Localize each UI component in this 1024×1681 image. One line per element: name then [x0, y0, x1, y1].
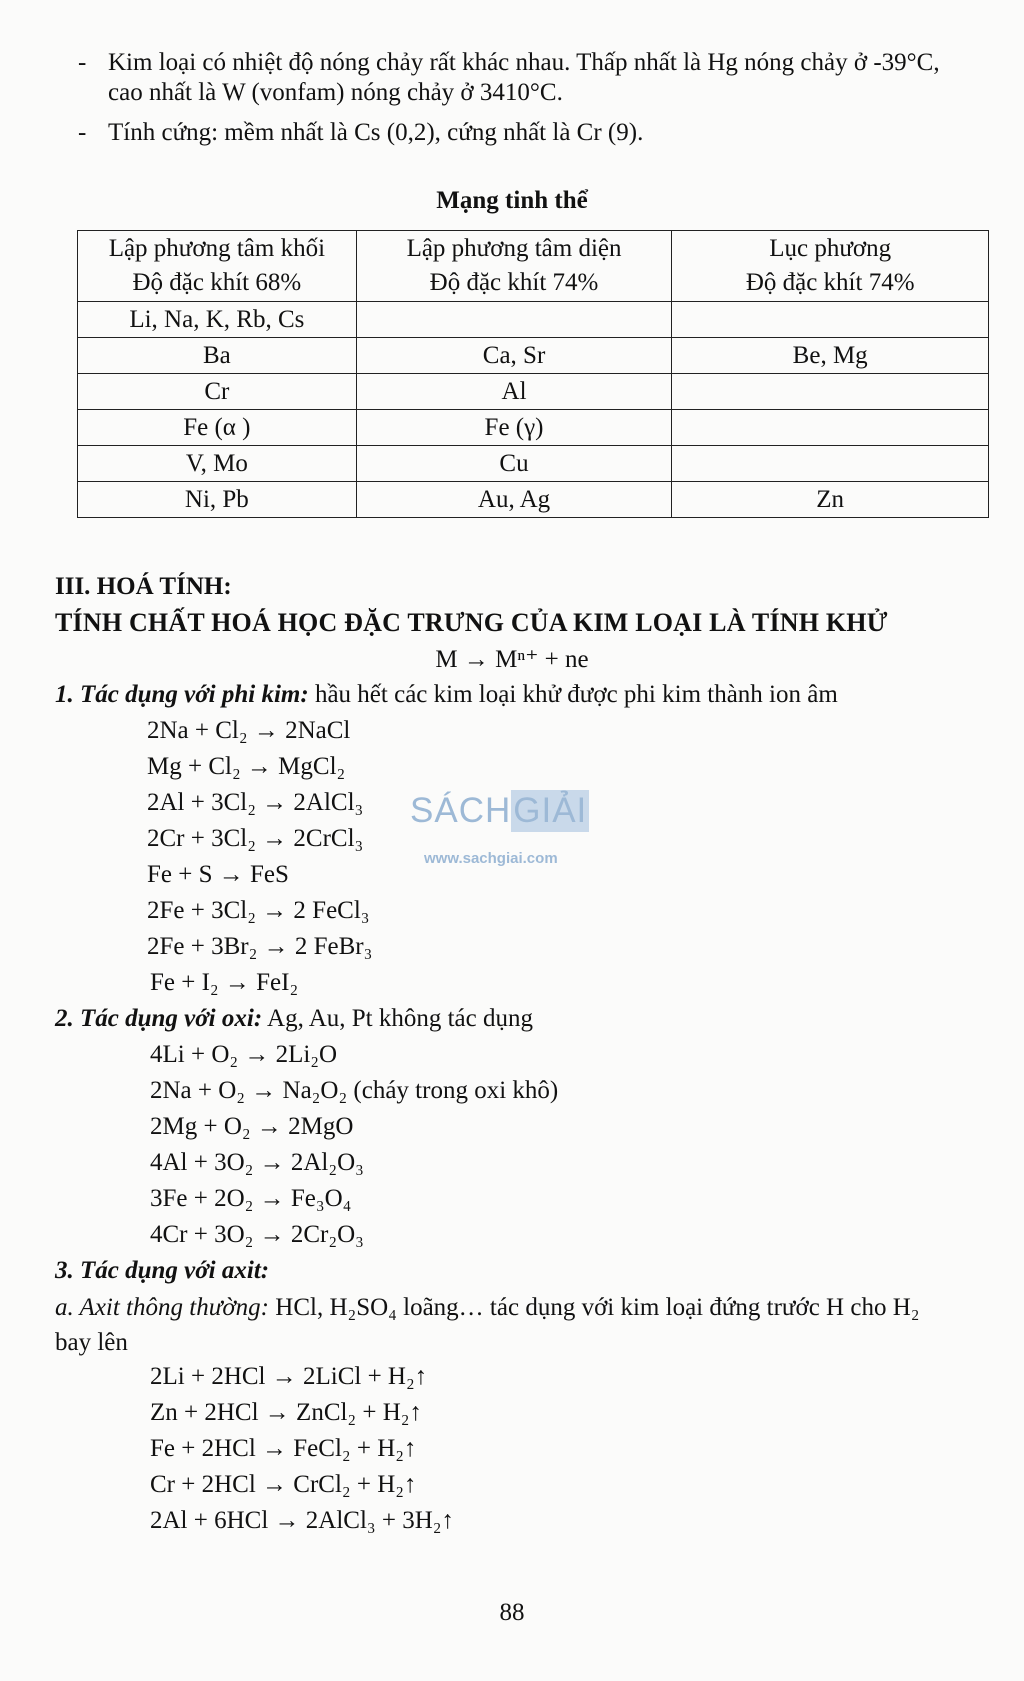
equation: Zn + 2HCl → ZnCl₂ + H₂↑ — [150, 1399, 423, 1426]
bullet-text: Tính cứng: mềm nhất là Cs (0,2), cứng nhất là Cr (9). — [108, 119, 644, 146]
equation: 2Cr + 3Cl₂ → 2CrCl₃ — [147, 825, 364, 852]
table-cell — [356, 302, 672, 338]
part2-label: 2. Tác dụng với oxi: — [55, 1005, 263, 1032]
table-cell — [672, 410, 989, 446]
table-cell: Ca, Sr — [356, 338, 672, 374]
table-row — [78, 482, 989, 518]
table-header-row — [78, 231, 989, 302]
part3-sub-a-label: a. Axit thông thường: — [55, 1294, 270, 1321]
part1-text: hầu hết các kim loại khử được phi kim thành ion âm — [308, 681, 838, 708]
table-row — [78, 410, 989, 446]
bullet-dash: - — [78, 119, 87, 146]
part1-title — [55, 680, 955, 710]
general-equation: M → Mⁿ⁺ + ne — [435, 646, 589, 673]
equation: 2Al + 6HCl → 2AlCl₃ + 3H₂↑ — [150, 1507, 454, 1534]
equation: 2Al + 3Cl₂ → 2AlCl₃ — [147, 789, 364, 816]
equation: Mg + Cl₂ → MgCl₂ — [147, 753, 346, 780]
equation: 4Al + 3O₂ → 2Al₂O₃ — [150, 1149, 364, 1176]
part3-sub-a — [55, 1290, 955, 1360]
table-cell: Fe (α ) — [78, 410, 357, 446]
equation: 3Fe + 2O₂ → Fe₃O₄ — [150, 1185, 352, 1212]
section-heading: III. HOÁ TÍNH: — [55, 573, 232, 600]
table-cell: Ni, Pb — [78, 482, 357, 518]
table-cell: Li, Na, K, Rb, Cs — [78, 302, 357, 338]
equation: Fe + 2HCl → FeCl₂ + H₂↑ — [150, 1435, 417, 1462]
equation: 2Fe + 3Br₂ → 2 FeBr₃ — [147, 933, 373, 960]
equation: 2Fe + 3Cl₂ → 2 FeCl₃ — [147, 897, 370, 924]
bullet-hardness — [78, 118, 958, 148]
part3-label: 3. Tác dụng với axit: — [55, 1257, 270, 1284]
table-cell: Al — [356, 374, 672, 410]
part2-title — [55, 1004, 955, 1034]
table-cell: Cr — [78, 374, 357, 410]
table-cell — [672, 446, 989, 482]
table-row — [78, 302, 989, 338]
table-cell: Zn — [672, 482, 989, 518]
table-cell — [672, 374, 989, 410]
equation: 2Na + Cl₂ → 2NaCl — [147, 717, 351, 744]
watermark — [410, 790, 610, 900]
equation: Fe + S → FeS — [147, 861, 289, 888]
equation: 4Li + O₂ → 2Li₂O — [150, 1041, 338, 1068]
section-subheading: TÍNH CHẤT HOÁ HỌC ĐẶC TRƯNG CỦA KIM LOẠI LÀ TÍNH KHỬ — [55, 608, 888, 637]
watermark-url: www.sachgiai.com — [424, 850, 558, 867]
table-row — [78, 446, 989, 482]
equation: 2Mg + O₂ → 2MgO — [150, 1113, 354, 1140]
table-cell: Ba — [78, 338, 357, 374]
bullet-text: Kim loại có nhiệt độ nóng chảy rất khác nhau. Thấp nhất là Hg nóng chảy ở -39°C, cao nhất là W (vonfam) nóng chảy ở 3410°C. — [108, 49, 940, 106]
equation: 2Li + 2HCl → 2LiCl + H₂↑ — [150, 1363, 428, 1390]
equation: Cr + 2HCl → CrCl₂ + H₂↑ — [150, 1471, 417, 1498]
table-cell: Au, Ag — [356, 482, 672, 518]
table-header-cell: Lục phương Độ đặc khít 74% — [672, 231, 989, 302]
table-title: Mạng tinh thể — [436, 187, 588, 214]
part3-title — [55, 1256, 955, 1286]
table-row — [78, 374, 989, 410]
table-cell — [672, 302, 989, 338]
table-header-cell: Lập phương tâm khối Độ đặc khít 68% — [78, 231, 357, 302]
page-number: 88 — [499, 1599, 525, 1626]
table-cell: Cu — [356, 446, 672, 482]
equation: Fe + I₂ → FeI₂ — [150, 969, 299, 996]
bullet-melting-point — [78, 48, 958, 108]
table-cell: Be, Mg — [672, 338, 989, 374]
table-cell: V, Mo — [78, 446, 357, 482]
equation: 4Cr + 3O₂ → 2Cr₂O₃ — [150, 1221, 364, 1248]
part2-text: Ag, Au, Pt không tác dụng — [262, 1005, 533, 1032]
bullet-dash: - — [78, 49, 87, 76]
watermark-logo: SÁCHGIẢI — [410, 791, 588, 830]
table-cell: Fe (γ) — [356, 410, 672, 446]
crystal-lattice-table — [77, 230, 989, 518]
part3-sub-a-text: HCl, H₂SO₄ loãng… tác dụng với kim loại đứng trước H cho H₂ bay lên — [55, 1294, 920, 1356]
part1-label: 1. Tác dụng với phi kim: — [55, 681, 309, 708]
table-header-cell: Lập phương tâm diện Độ đặc khít 74% — [356, 231, 672, 302]
equation: 2Na + O₂ → Na₂O₂ (cháy trong oxi khô) — [150, 1077, 559, 1104]
table-row — [78, 338, 989, 374]
